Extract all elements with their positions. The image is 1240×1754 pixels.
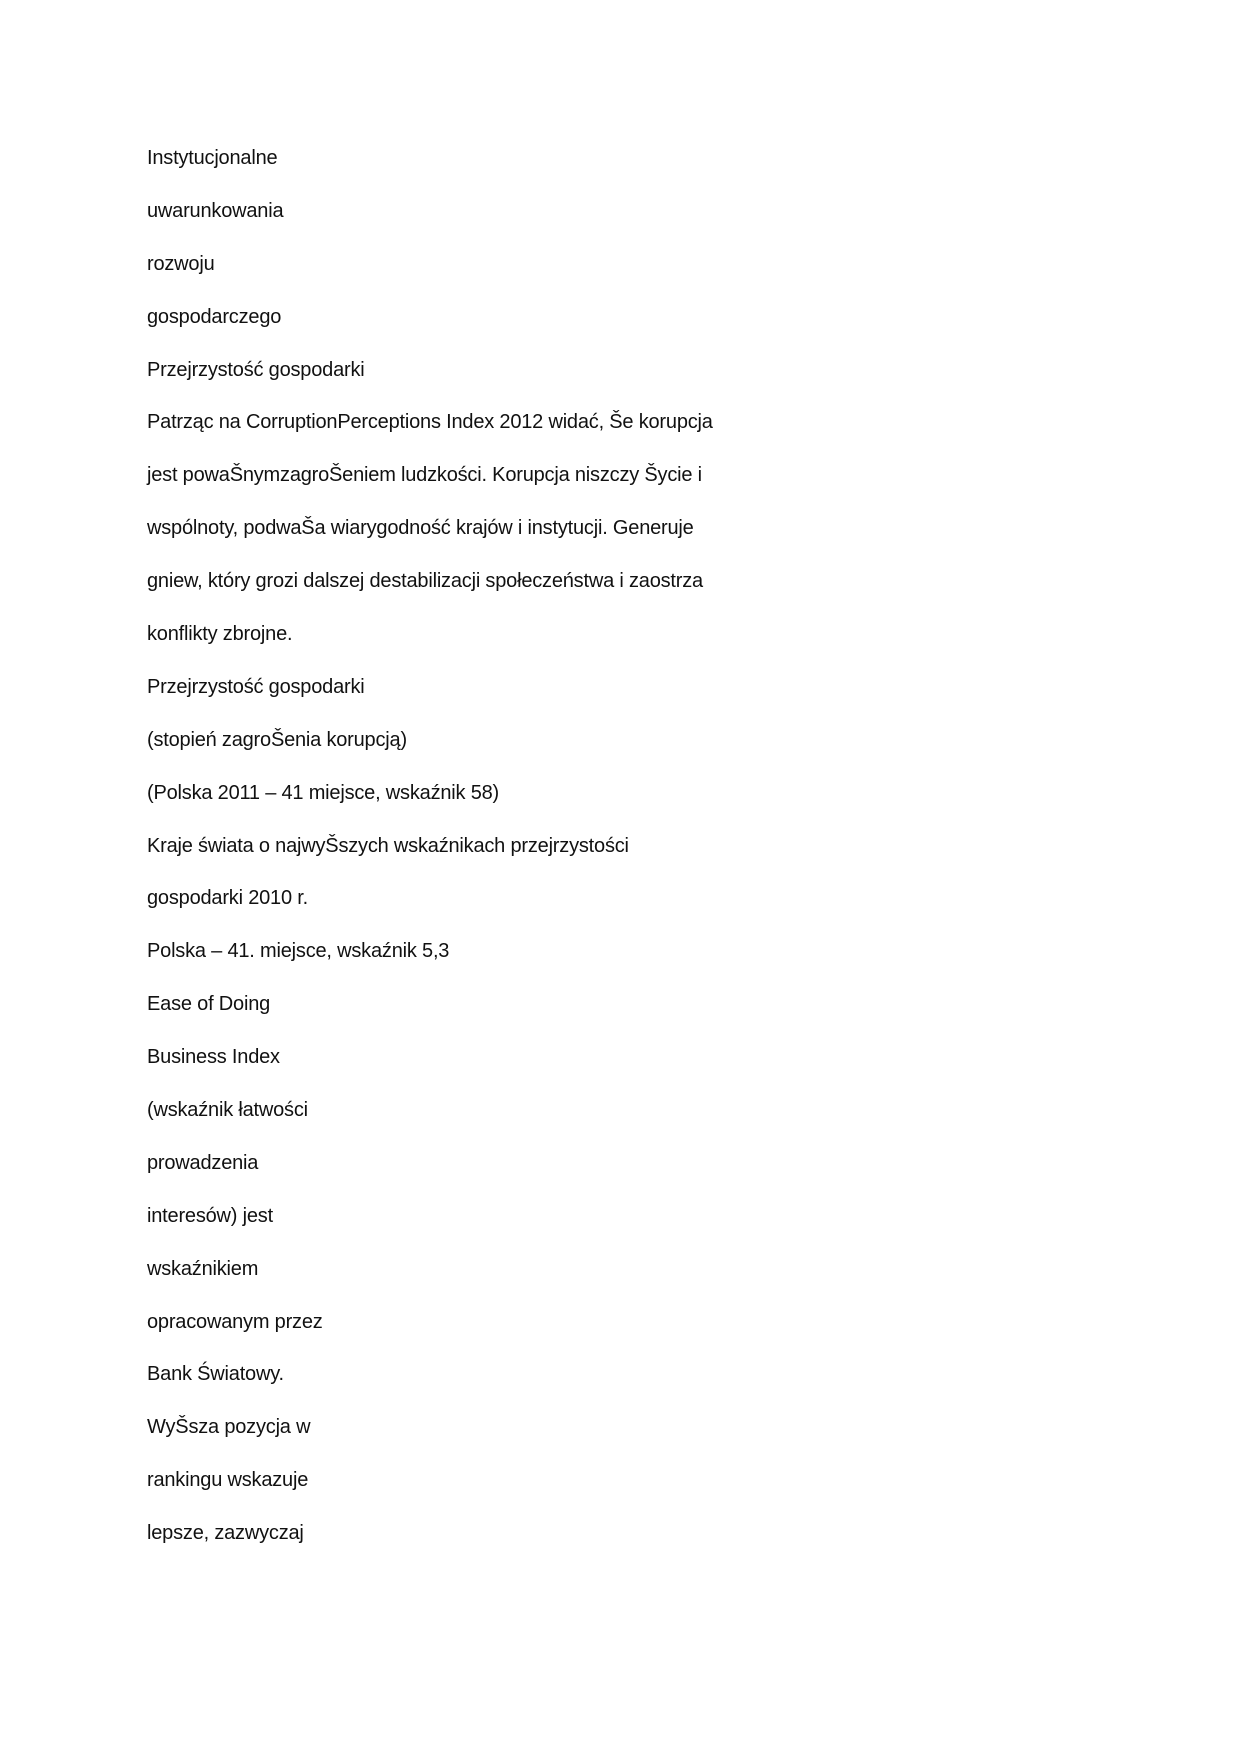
text-line: rankingu wskazuje [147, 1469, 309, 1492]
document-body [147, 143, 1147, 1571]
text-line: Przejrzystość gospodarki [147, 358, 365, 381]
text-line: WyŠsza pozycja w [147, 1416, 311, 1439]
text-line: Ease of Doing [147, 993, 271, 1016]
text-line: Patrząc na CorruptionPerceptions Index 2012 widać, Še korupcja [147, 411, 713, 434]
text-line: (stopień zagroŠenia korupcją) [147, 728, 407, 751]
text-line: gniew, który grozi dalszej destabilizacji społeczeństwa i zaostrza [147, 570, 703, 593]
text-line: prowadzenia [147, 1151, 259, 1174]
text-line: (Polska 2011 – 41 miejsce, wskaźnik 58) [147, 781, 499, 804]
text-line: wskaźnikiem [147, 1257, 259, 1280]
text-line: gospodarki 2010 r. [147, 887, 308, 910]
text-line: lepsze, zazwyczaj [147, 1522, 304, 1545]
text-line: konflikty zbrojne. [147, 623, 293, 646]
text-line: opracowanym przez [147, 1310, 323, 1333]
text-line: jest powaŠnymzagroŠeniem ludzkości. Korupcja niszczy Šycie i [147, 464, 702, 487]
text-line: Polska – 41. miejsce, wskaźnik 5,3 [147, 940, 450, 963]
text-line: Bank Światowy. [147, 1363, 284, 1386]
text-line: Instytucjonalne [147, 147, 278, 169]
text-line: uwarunkowania [147, 199, 284, 222]
text-line: Business Index [147, 1046, 280, 1069]
text-line: interesów) jest [147, 1204, 273, 1227]
text-line: wspólnoty, podwaŠa wiarygodność krajów i instytucji. Generuje [147, 517, 694, 540]
text-line: rozwoju [147, 252, 215, 275]
text-line: Przejrzystość gospodarki [147, 675, 365, 698]
text-line: Kraje świata o najwyŠszych wskaźnikach przejrzystości [147, 834, 629, 857]
text-line: (wskaźnik łatwości [147, 1099, 308, 1122]
text-line: gospodarczego [147, 305, 282, 328]
